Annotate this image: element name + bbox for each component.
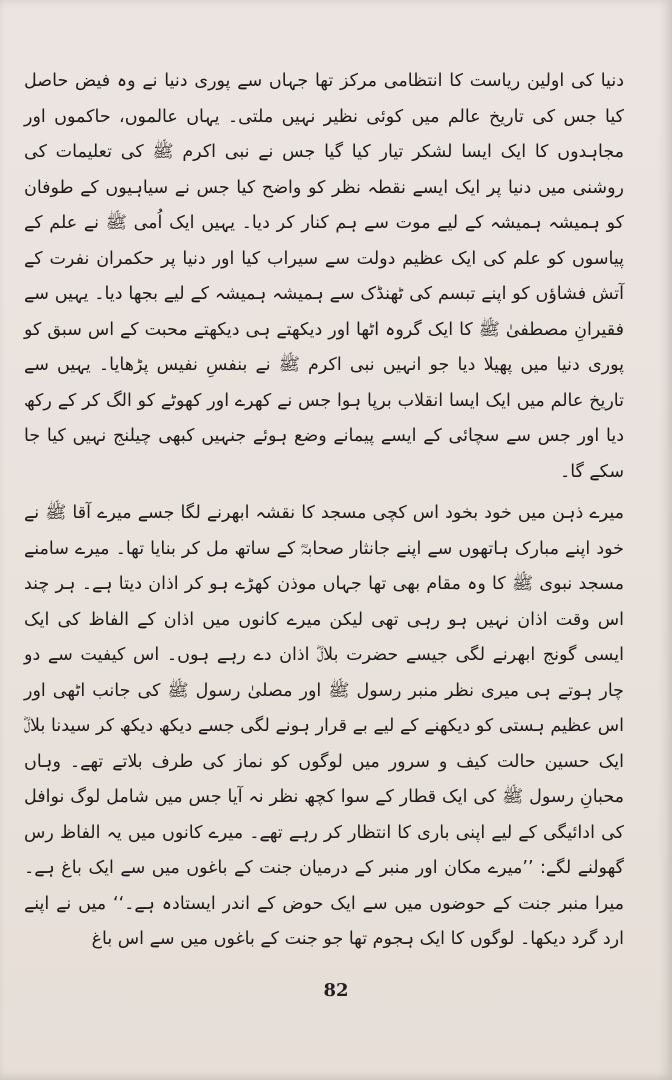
paragraph-2: میرے ذہن میں خود بخود اس کچی مسجد کا نقشہ ابھرنے لگا جسے میرے آقا ﷺ نے خود اپنے مبارک ہاتھوں سے اپنے جانثار صحابہؓ کے ساتھ مل کر بنایا تھا۔ میرے سامنے مسجد نبوی ﷺ کا وہ مقام بھی تھا جہاں موذن کھڑے ہو کر اذان دیتا ہے۔ ہر چند اس وقت اذان نہیں ہو رہی تھی لیکن میرے کانوں میں اذان کے الفاظ کی ایک ایسی گونج ابھرنے لگی جیسے حضرت بلالؓ اذان دے رہے ہوں۔ اس کیفیت سے دو چار ہوتے ہی میری نظر منبر رسول ﷺ اور مصلیٰ رسول ﷺ کی جانب اٹھی اور اس عظیم ہستی کو دیکھنے کے لیے بے قرار ہونے لگی جسے دیکھ دیکھ کر سیدنا بلالؓ ایک حسین حالت کیف و سرور میں لوگوں کو نماز کی طرف بلاتے تھے۔ وہاں محبانِ رسول ﷺ کی ایک قطار کے سوا کچھ نظر نہ آیا جس میں شامل لوگ نوافل کی ادائیگی کے لیے اپنی باری کا انتظار کر رہے تھے۔ میرے کانوں میں یہ الفاظ رس گھولنے لگے: ’’میرے مکان اور منبر کے درمیان جنت کے باغوں میں سے ایک باغ ہے۔ میرا منبر جنت کے حوضوں میں سے ایک حوض کے اندر ایستادہ ہے۔‘‘ میں نے اپنے ارد گرد دیکھا۔ لوگوں کا ایک ہجوم تھا جو جنت کے باغوں میں سے اس باغ xyxy=(24,503,624,949)
paragraph-1: دنیا کی اولین ریاست کا انتظامی مرکز تھا جہاں سے پوری دنیا نے وہ فیض حاصل کیا جس کی تاریخ عالم میں کوئی نظیر نہیں ملتی۔ یہاں عالموں، حاکموں اور مجاہدوں کا ایک ایسا لشکر تیار کیا گیا جس نے نبی اکرم ﷺ کی تعلیمات کی روشنی میں دنیا پر ایک ایسے نقطہ نظر کو واضح کیا جس نے سیاہیوں کے طوفان کو ہمیشہ ہمیشہ کے لیے موت سے ہم کنار کر دیا۔ یہیں ایک اُمی ﷺ نے علم کے پیاسوں کو علم کی ایک عظیم دولت سے سیراب کیا اور دنیا پر حکمران نفرت کے آتش فشاؤں کو اپنے تبسم کی ٹھنڈک سے ہمیشہ ہمیشہ کے لیے بجھا دیا۔ یہیں سے فقیرانِ مصطفیٰ ﷺ کا ایک گروہ اٹھا اور دیکھتے ہی دیکھتے محبت کے اس سبق کو پوری دنیا میں پھیلا دیا جو انہیں نبی اکرم ﷺ نے بنفسِ نفیس پڑھایا۔ یہیں سے تاریخ عالم میں ایک ایسا انقلاب برپا ہوا جس نے کھرے اور کھوٹے کو الگ کر کے رکھ دیا اور جس سے سچائی کے ایسے پیمانے وضع ہوئے جنہیں کبھی چیلنج نہیں کیا جا سکے گا۔ xyxy=(24,71,624,482)
page-number: 82 xyxy=(323,980,349,1001)
urdu-text-block xyxy=(24,64,624,984)
